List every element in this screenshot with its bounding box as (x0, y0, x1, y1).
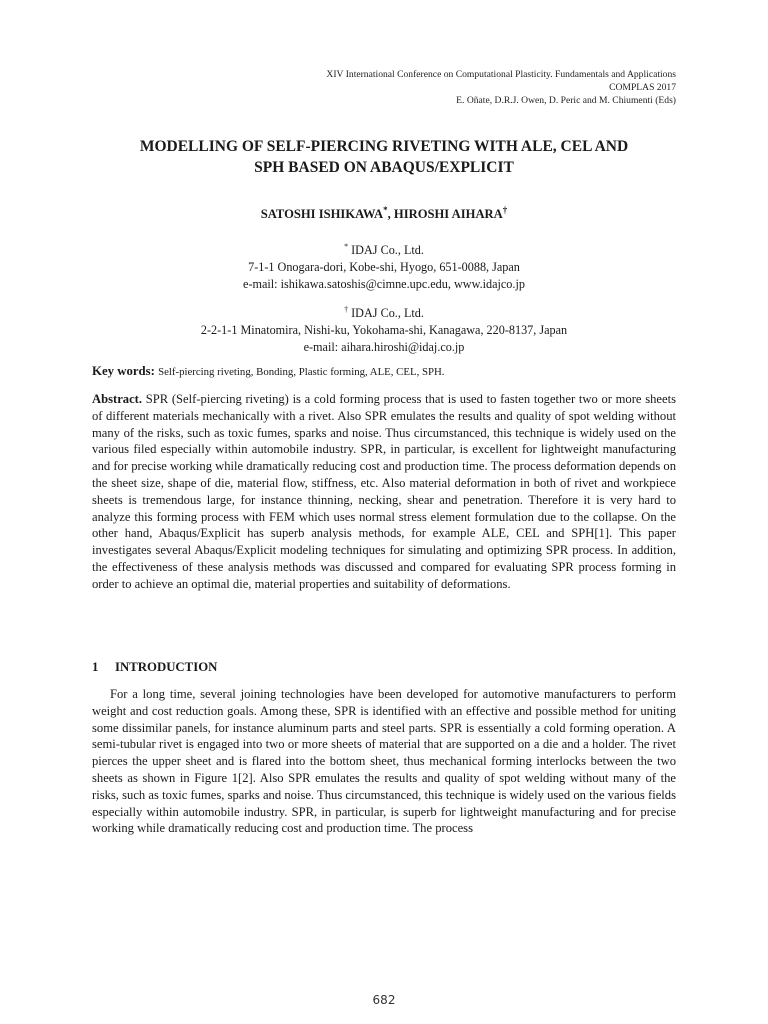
title-line-1: MODELLING OF SELF-PIERCING RIVETING WITH ALE, CEL AND (139, 138, 629, 155)
abstract (92, 391, 676, 593)
author-1-mark: * (383, 205, 388, 215)
affiliation-1-org: IDAJ Co., Ltd. (348, 243, 424, 258)
section-title: INTRODUCTION (115, 660, 218, 674)
author-separator: , (387, 207, 394, 222)
author-1-name: SATOSHI ISHIKAWA (260, 207, 384, 222)
affiliation-1-mark: * (344, 242, 349, 251)
affiliation-2 (70, 301, 698, 356)
author-list (70, 205, 698, 222)
conference-short: COMPLAS 2017 (609, 82, 676, 93)
affiliation-2-email: e-mail: aihara.hiroshi@idaj.co.jp (303, 340, 465, 355)
affiliation-1-org-line (70, 238, 698, 259)
affiliation-1-address: 7-1-1 Onogara-dori, Kobe-shi, Hyogo, 651-0088, Japan (248, 260, 520, 275)
keywords (92, 364, 444, 379)
keywords-text: Self-piercing riveting, Bonding, Plastic forming, ALE, CEL, SPH. (158, 366, 445, 378)
keywords-label: Key words: (92, 364, 155, 378)
affiliation-1 (70, 238, 698, 293)
section-number: 1 (92, 660, 99, 674)
affiliation-2-address: 2-2-1-1 Minatomira, Nishi-ku, Yokohama-shi, Kanagawa, 220-8137, Japan (200, 323, 568, 338)
affiliation-2-mark: † (344, 305, 349, 314)
conference-line: XIV International Conference on Computational Plasticity. Fundamentals and Applications (326, 69, 676, 80)
abstract-text: SPR (Self-piercing riveting) is a cold forming process that is used to fasten together two or more sheets of different materials mechanically with a rivet. Also SPR emulates the results and quality of spot welding without many of the risks, such as toxic fumes, sparks and noise. Thus circumstanced, this technique is widely used on the various filed especially within automobile industry. SPR, in particular, is excellent for lightweight manufacturing and for precise working while dramatically reducing cost and production time. The process deformation depends on the sheet size, shape of die, material flow, stiffness, etc. Also material deformation in both of rivet and workpiece sheets is tremendous large, for instance thinning, necking, shear and penetration. Therefore it is very hard to analyze this forming process with FEM which uses normal stress element formulation due to the collapse. On the other hand, Abaqus/Explicit has superb analysis methods, for example ALE, CEL and SPH[1]. This paper investigates several Abaqus/Explicit modeling techniques for simulating and optimizing SPR process. In addition, the effectiveness of these analysis methods was discussed and compared for evaluating SPR process forming in order to achieve an optimal die, material properties and suitability of deformations. (92, 392, 677, 591)
abstract-label: Abstract. (92, 392, 143, 406)
title-line-2: SPH BASED ON ABAQUS/EXPLICIT (254, 159, 514, 176)
editors-line: E. Oñate, D.R.J. Owen, D. Peric and M. Chiumenti (Eds) (456, 95, 676, 106)
page-number: 682 (372, 993, 396, 1007)
author-2-mark: † (502, 205, 508, 215)
conference-header (326, 68, 676, 107)
affiliation-1-email: e-mail: ishikawa.satoshis@cimne.upc.edu, www.idajco.jp (243, 277, 525, 292)
author-2-name: HIROSHI AIHARA (393, 207, 503, 222)
affiliation-2-org-line (70, 301, 698, 322)
introduction-paragraph: For a long time, several joining technologies have been developed for automotive manufacturers to perform weight and cost reduction goals. Among these, SPR is identified with an effective and possible method for uniting some dissimilar panels, for instance aluminum parts and steel parts. SPR is essentially a cold forming operation. A semi-tubular rivet is engaged into two or more sheets of material that are supported on a die and a holder. The rivet pierces the upper sheet and is flared into the bottom sheet, thus mechanical forming interlocks between the two sheets as shown in Figure 1[2]. Also SPR emulates the results and quality of spot welding without many of the risks, such as toxic fumes, sparks and noise. Thus circumstanced, this technique is widely used on the various fields especially within automobile industry. SPR, in particular, is superb for lightweight manufacturing and for precise working while dramatically reducing cost and production time. The process (92, 687, 676, 836)
paper-title (70, 136, 698, 178)
section-heading-introduction (92, 660, 217, 675)
affiliation-2-org: IDAJ Co., Ltd. (348, 306, 424, 321)
